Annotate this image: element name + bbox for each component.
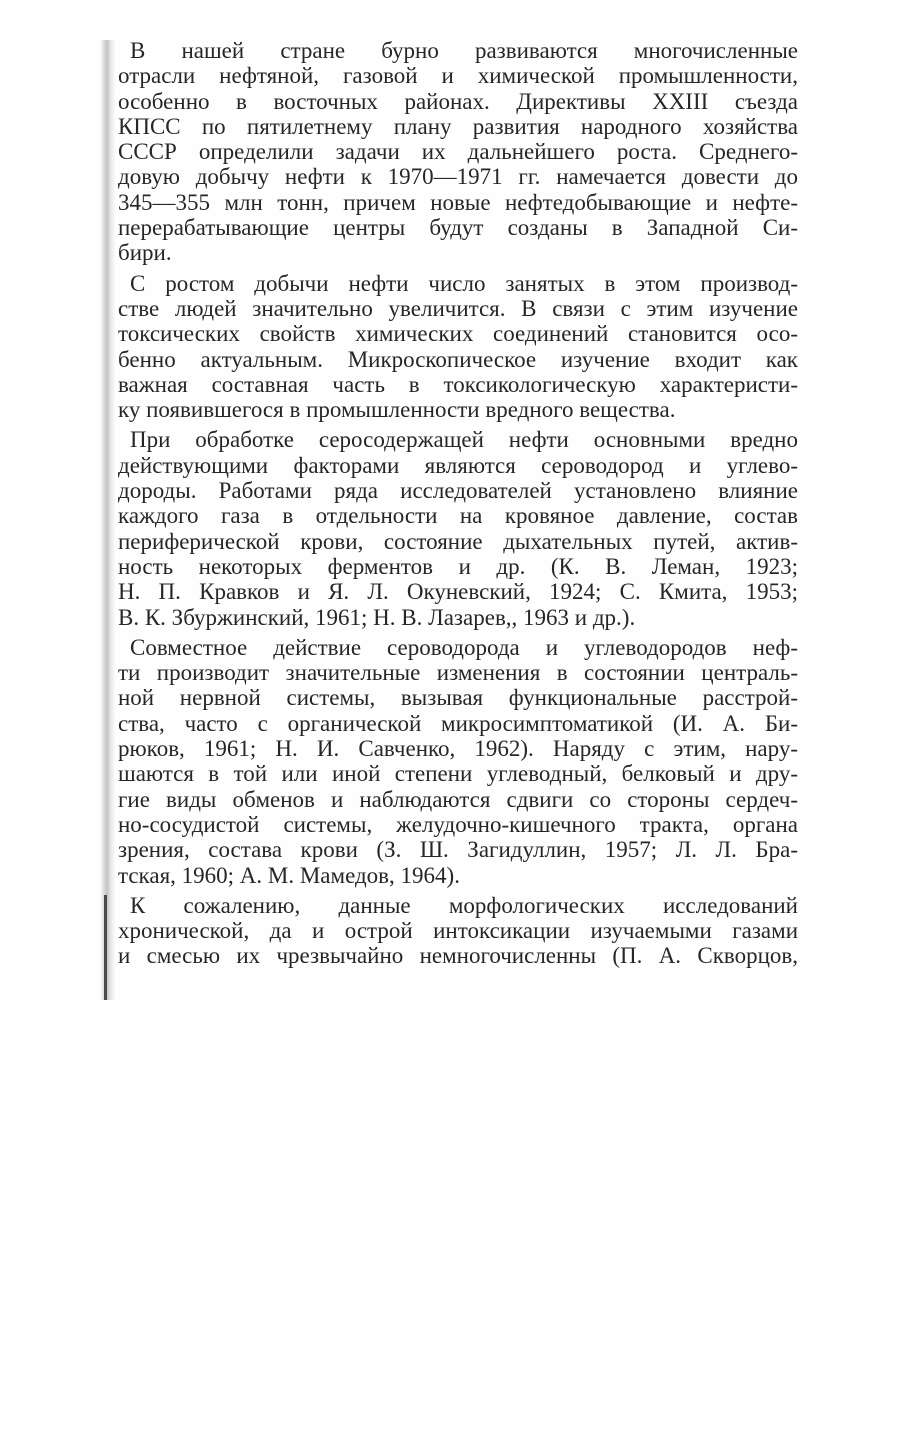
page-binding-line — [104, 895, 107, 1000]
paragraph-5 — [118, 893, 798, 969]
text-line: КПСС по пятилетнему плану развития народного хозяйства — [118, 113, 798, 139]
text-line: тская, 1960; А. М. Мамедов, 1964). — [118, 862, 460, 888]
text-line: ти производит значительные изменения в состоянии централь- — [118, 660, 798, 686]
text-line: гие виды обменов и наблюдаются сдвиги со стороны сердеч- — [118, 786, 798, 812]
text-line: довую добычу нефти к 1970—1971 гг. намечается довести до — [118, 164, 798, 190]
text-line: СССР определили задачи их дальнейшего роста. Среднего- — [118, 139, 798, 165]
paragraph-1 — [118, 38, 798, 266]
text-line: С ростом добычи нефти число занятых в этом производ- — [130, 270, 798, 296]
text-line: действующими факторами являются сероводород и углево- — [118, 452, 798, 478]
text-line: отрасли нефтяной, газовой и химической промышленности, — [118, 63, 798, 89]
text-line: ку появившегося в промышленности вредного вещества. — [118, 397, 676, 423]
text-line: 345—355 млн тонн, причем новые нефтедобывающие и нефте- — [118, 189, 798, 215]
page-binding-shadow — [100, 40, 116, 1000]
text-line: зрения, состава крови (З. Ш. Загидуллин, 1957; Л. Л. Бра- — [118, 837, 798, 863]
body-text — [118, 38, 798, 974]
text-line: стве людей значительно увеличится. В связи с этим изучение — [118, 295, 798, 321]
text-line: периферической крови, состояние дыхательных путей, актив- — [118, 528, 798, 554]
text-line: В нашей стране бурно развиваются многочисленные — [130, 38, 798, 63]
text-line: хронической, да и острой интоксикации изучаемыми газами — [118, 918, 798, 944]
text-line: В. К. Збуржинский, 1961; Н. В. Лазарев,, 1963 и др.). — [118, 604, 636, 630]
text-line: бири. — [118, 240, 172, 266]
text-line: токсических свойств химических соединений становится осо- — [118, 321, 798, 347]
paragraph-4 — [118, 635, 798, 888]
paragraph-3 — [118, 427, 798, 629]
text-line: шаются в той или иной степени углеводный, белковый и дру- — [118, 761, 798, 787]
paragraph-2 — [118, 271, 798, 423]
text-line: но-сосудистой системы, желудочно-кишечного тракта, органа — [118, 811, 798, 837]
text-line: рюков, 1961; Н. И. Савченко, 1962). Наряду с этим, нару- — [118, 736, 798, 762]
text-line: ной нервной системы, вызывая функциональные расстрой- — [118, 685, 798, 711]
text-line: ства, часто с органической микросимптоматикой (И. А. Би- — [118, 710, 798, 736]
text-line: Н. П. Кравков и Я. Л. Окуневский, 1924; С. Кмита, 1953; — [118, 579, 798, 605]
text-line: бенно актуальным. Микроскопическое изучение входит как — [118, 346, 798, 372]
text-line: Совместное действие сероводорода и углеводородов неф- — [130, 634, 798, 660]
text-line: ность некоторых ферментов и др. (К. В. Леман, 1923; — [118, 553, 798, 579]
text-line: важная составная часть в токсикологическую характеристи- — [118, 371, 798, 397]
text-line: К сожалению, данные морфологических исследований — [130, 892, 798, 918]
text-line: и смесью их чрезвычайно немногочисленны (П. А. Скворцов, — [118, 943, 798, 969]
text-line: особенно в восточных районах. Директивы XXIII съезда — [118, 88, 798, 114]
text-line: каждого газа в отдельности на кровяное давление, состав — [118, 503, 798, 529]
text-line: При обработке серосодержащей нефти основными вредно — [130, 427, 798, 453]
text-line: дороды. Работами ряда исследователей установлено влияние — [118, 478, 798, 504]
text-line: перерабатывающие центры будут созданы в Западной Си- — [118, 215, 798, 241]
